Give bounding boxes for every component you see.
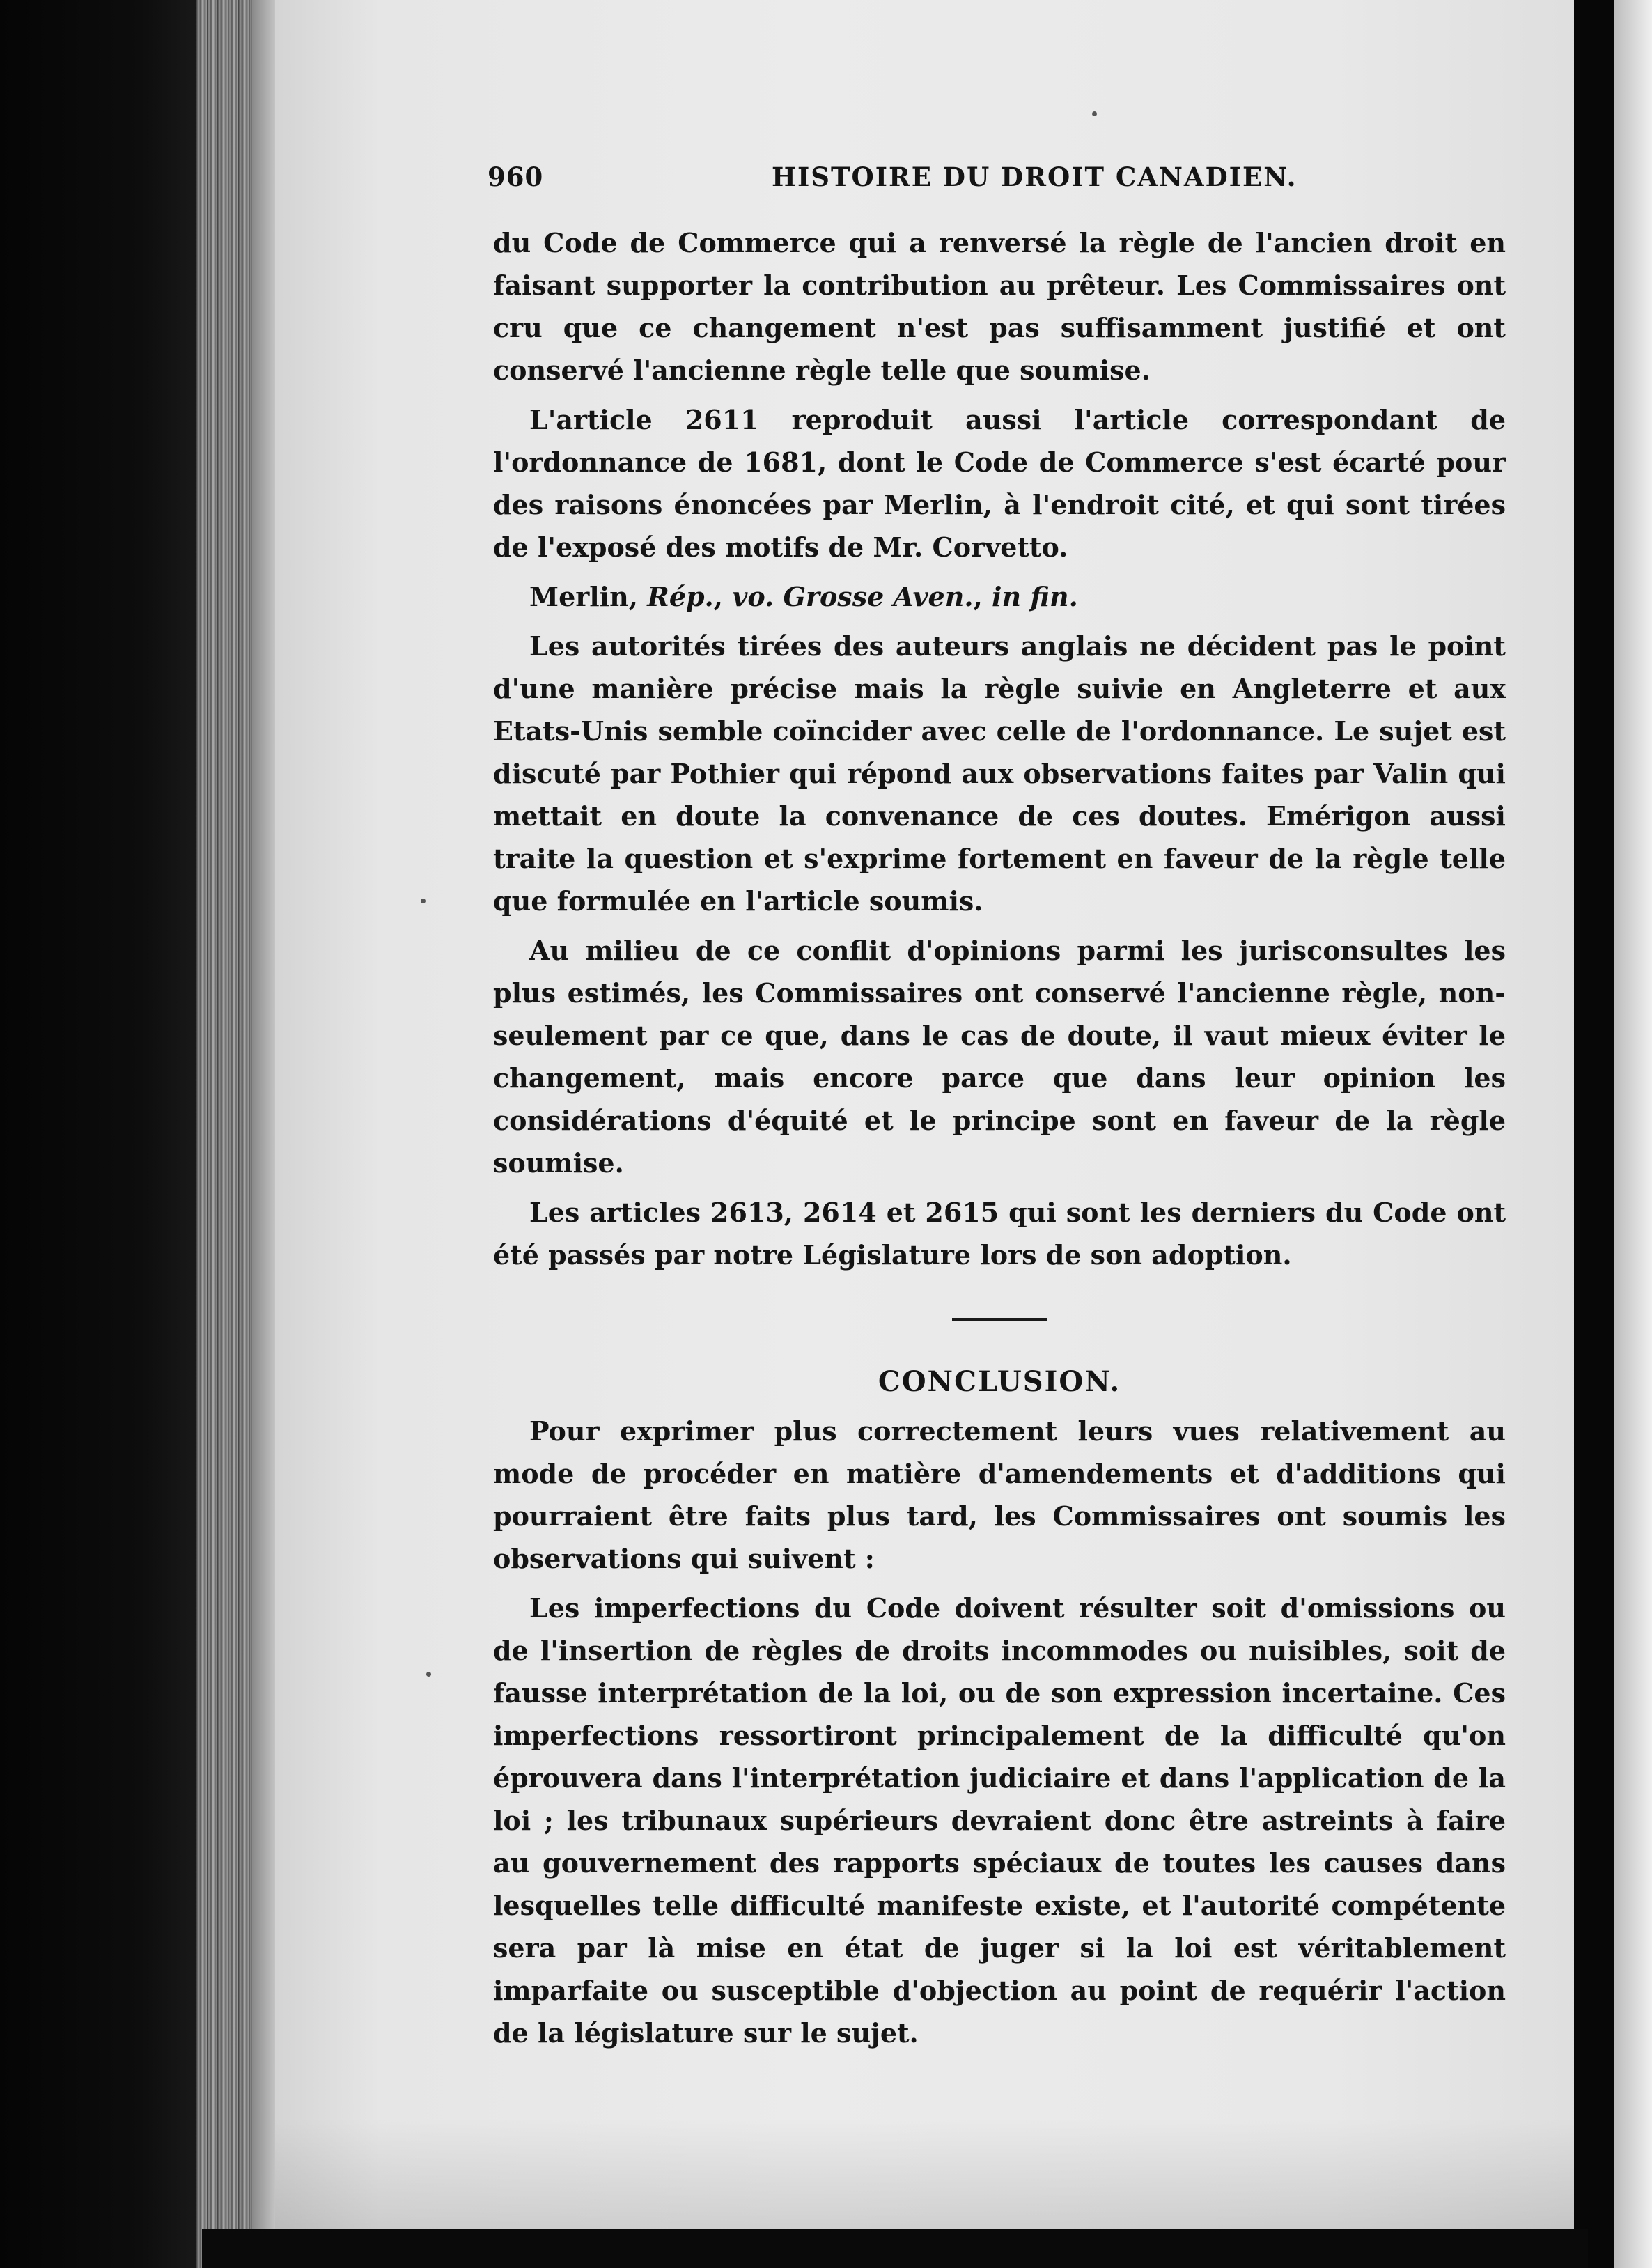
page-number: 960 <box>488 162 544 192</box>
running-header <box>488 162 1504 203</box>
running-title: HISTOIRE DU DROIT CANADIEN. <box>772 162 1298 192</box>
citation-title: vo. Grosse Aven. <box>732 581 974 612</box>
page-body <box>493 222 1506 2061</box>
paragraph: Au milieu de ce conflit d'opinions parmi les jurisconsultes les plus estimés, les Commissaires ont conservé l'ancienne règle, non-seulement par ce que, dans le cas de doute, il vaut mieux éviter le changement, mais encore parce que dans leur opinion les considérations d'équité et le principe sont en faveur de la règle soumise. <box>493 935 1506 1179</box>
paragraph: du Code de Commerce qui a renversé la règle de l'ancien droit en faisant supporter la contribution au prêteur. Les Commissaires ont cru que ce changement n'est pas suffisamment justifié et ont conservé l'ancienne règle telle que soumise. <box>493 227 1506 386</box>
scan-background-bottom <box>202 2229 1588 2268</box>
paragraph: Pour exprimer plus correctement leurs vues relativement au mode de procéder en matière d'amendements et d'additions qui pourraient être faits plus tard, les Commissaires ont soumis les observations qui suivent : <box>493 1415 1506 1574</box>
speck <box>421 899 426 903</box>
section-title: CONCLUSION. <box>878 1365 1121 1398</box>
paragraph: Les imperfections du Code doivent résulter soit d'omissions ou de l'insertion de règles de droits incommodes ou nuisibles, soit de fausse interprétation de la loi, ou de son expression incertaine. Ces imperfections ressortiront principalement de la difficulté qu'on éprouvera dans l'interprétation judiciaire et dans l'application de la loi ; les tribunaux supérieurs devraient donc être astreints à faire au gouvernement des rapports spéciaux de toutes les causes dans lesquelles telle difficulté manifeste existe, et l'autorité compétente sera par là mise en état de juger si la loi est véritablement imparfaite ou susceptible d'objection au point de requérir l'action de la législature sur le sujet. <box>493 1592 1506 2049</box>
book-spine <box>196 0 259 2268</box>
paragraph: L'article 2611 reproduit aussi l'article correspondant de l'ordonnance de 1681, dont le Code de Commerce s'est écarté pour des raisons énoncées par Merlin, à l'endroit cité, et qui sont tirées de l'exposé des motifs de Mr. Corvetto. <box>493 404 1506 563</box>
citation <box>493 575 1506 618</box>
speck <box>426 1672 431 1677</box>
page-bottom-shade <box>275 2118 1591 2236</box>
citation-separator: , <box>973 581 992 612</box>
paragraph: Les articles 2613, 2614 et 2615 qui sont les derniers du Code ont été passés par notre Législature lors de son adoption. <box>493 1197 1506 1271</box>
citation-separator: , <box>713 581 733 612</box>
section-divider <box>952 1318 1047 1321</box>
scan-background-left <box>0 0 202 2268</box>
citation-rep: Rép. <box>647 581 714 612</box>
paragraph: Les autorités tirées des auteurs anglais ne décident pas le point d'une manière précise mais la règle suivie en Angleterre et aux Etats-Unis semble coïncider avec celle de l'ordonnance. Le sujet est discuté par Pothier qui répond aux observations faites par Valin qui mettait en doute la convenance de ces doutes. Emérigon aussi traite la question et s'exprime fortement en faveur de la règle telle que formulée en l'article soumis. <box>493 630 1506 917</box>
citation-in-fin: in fin. <box>992 581 1078 612</box>
speck <box>1092 111 1097 116</box>
facing-page-edge <box>1614 0 1652 2268</box>
citation-author: Merlin, <box>529 581 638 612</box>
scan-background-right <box>1574 0 1616 2268</box>
